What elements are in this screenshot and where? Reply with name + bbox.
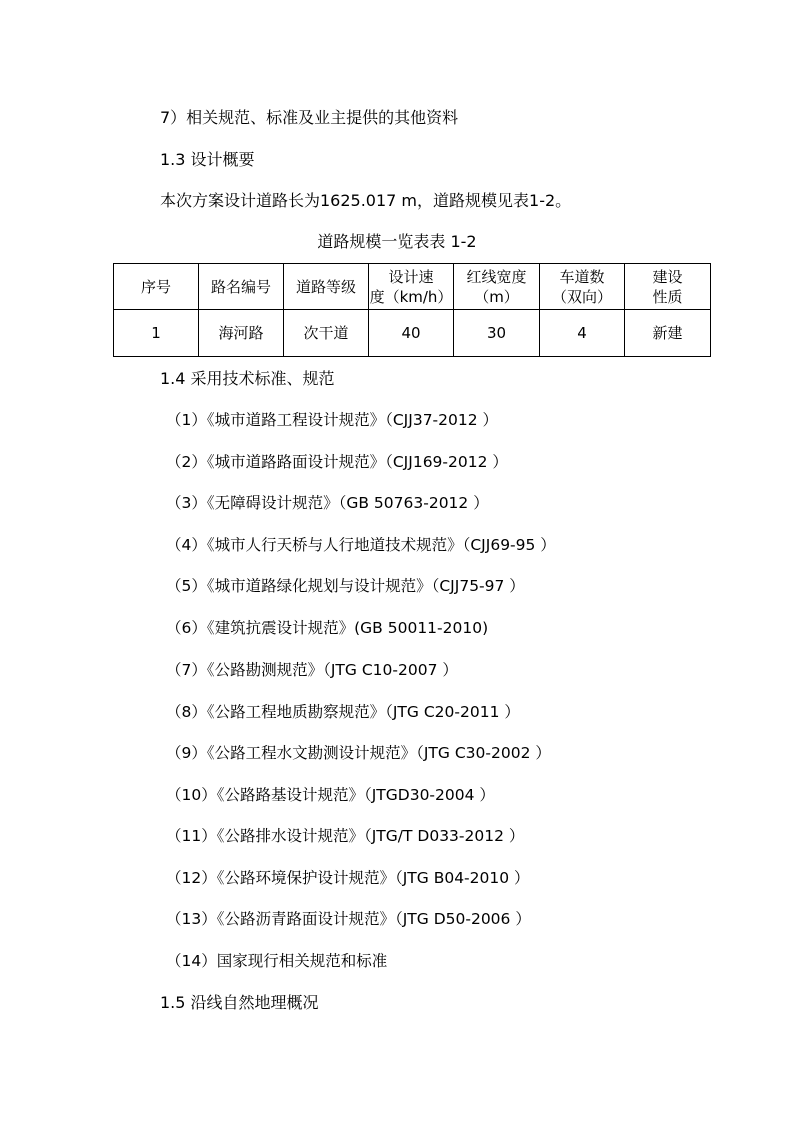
standard-item-6: （6）《建筑抗震设计规范》(GB 50011-2010) xyxy=(166,619,489,637)
intro-paragraph: 本次方案设计道路长为1625.017 m，道路规模见表1-2。 xyxy=(160,191,572,210)
section-heading-1-3: 1.3 设计概要 xyxy=(160,150,255,169)
section-heading-1-5: 1.5 沿线自然地理概况 xyxy=(160,993,319,1012)
table-header-row xyxy=(114,264,711,310)
header-cell-design-speed: 设计速 度（km/h） xyxy=(369,264,454,310)
standard-item-1: （1）《城市道路工程设计规范》（CJJ37-2012 ） xyxy=(166,411,499,429)
cell-road-name: 海河路 xyxy=(199,310,284,357)
cell-design-speed: 40 xyxy=(369,310,454,357)
reference-item-7: 7）相关规范、标准及业主提供的其他资料 xyxy=(160,108,459,127)
standard-item-11: （11）《公路排水设计规范》（JTG/T D033-2012 ） xyxy=(166,827,525,845)
standard-item-8: （8）《公路工程地质勘察规范》（JTG C20-2011 ） xyxy=(166,703,520,721)
cell-construction-type: 新建 xyxy=(625,310,711,357)
header-cell-construction-type: 建设 性质 xyxy=(625,264,711,310)
standard-item-13: （13）《公路沥青路面设计规范》（JTG D50-2006 ） xyxy=(166,910,531,928)
header-cell-index: 序号 xyxy=(114,264,199,310)
table-caption: 道路规模一览表表 1-2 xyxy=(317,232,477,251)
header-cell-red-line-width: 红线宽度 （m） xyxy=(454,264,540,310)
section-heading-1-4: 1.4 采用技术标准、规范 xyxy=(160,369,335,388)
header-cell-road-grade: 道路等级 xyxy=(284,264,369,310)
cell-red-line-width: 30 xyxy=(454,310,540,357)
cell-road-grade: 次干道 xyxy=(284,310,369,357)
header-cell-road-name: 路名编号 xyxy=(199,264,284,310)
cell-lanes: 4 xyxy=(540,310,625,357)
cell-index: 1 xyxy=(114,310,199,357)
road-scale-table xyxy=(113,263,711,357)
standard-item-5: （5）《城市道路绿化规划与设计规范》（CJJ75-97 ） xyxy=(166,577,525,595)
table-row xyxy=(114,310,711,357)
standard-item-4: （4）《城市人行天桥与人行地道技术规范》（CJJ69-95 ） xyxy=(166,536,556,554)
standard-item-2: （2）《城市道路路面设计规范》（CJJ169-2012 ） xyxy=(166,453,508,471)
standard-item-7: （7）《公路勘测规范》（JTG C10-2007 ） xyxy=(166,661,458,679)
standard-item-10: （10）《公路路基设计规范》（JTGD30-2004 ） xyxy=(166,786,495,804)
standard-item-12: （12）《公路环境保护设计规范》（JTG B04-2010 ） xyxy=(166,869,530,887)
standard-item-14: （14）国家现行相关规范和标准 xyxy=(166,952,388,970)
standard-item-9: （9）《公路工程水文勘测设计规范》（JTG C30-2002 ） xyxy=(166,744,551,762)
standard-item-3: （3）《无障碍设计规范》（GB 50763-2012 ） xyxy=(166,494,489,512)
header-cell-lanes: 车道数 （双向） xyxy=(540,264,625,310)
